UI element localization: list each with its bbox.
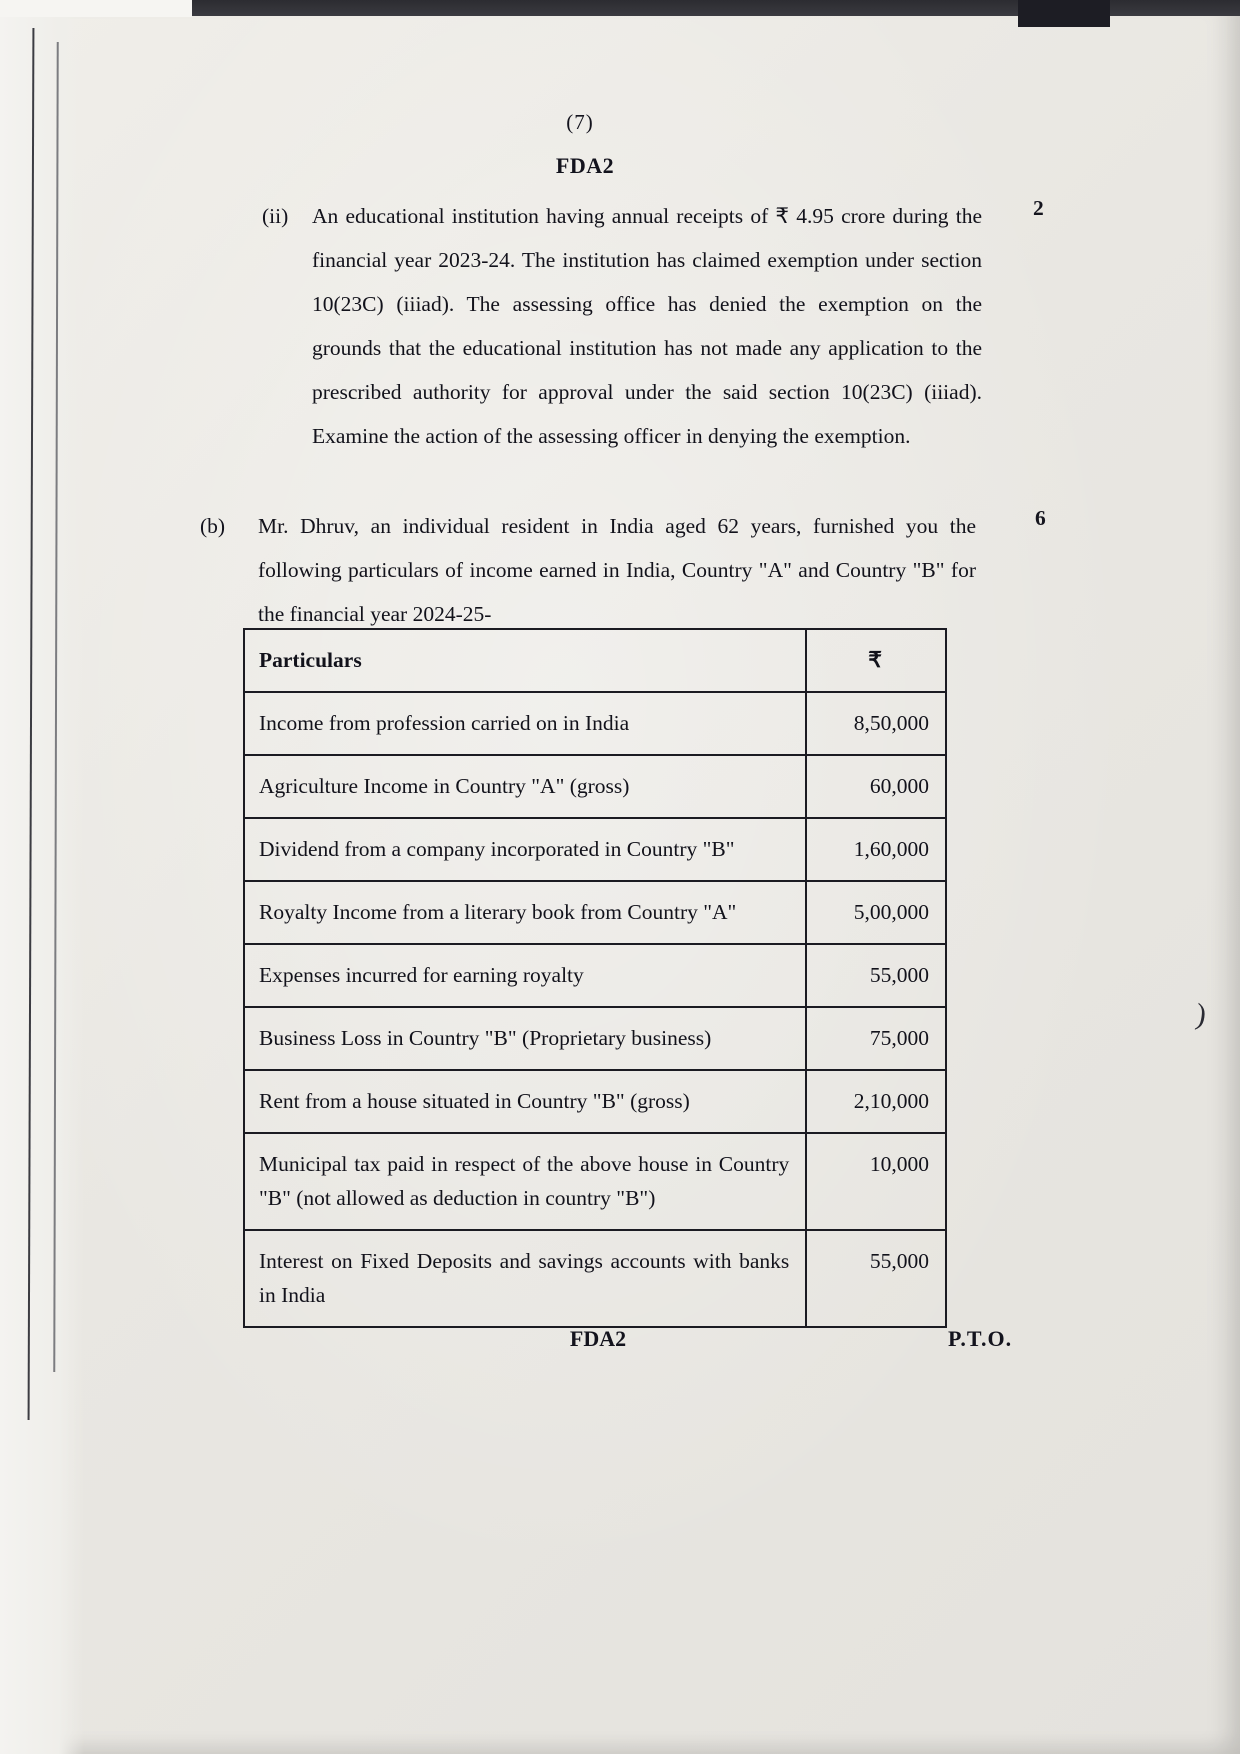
- cell-particulars: Income from profession carried on in India: [244, 692, 806, 755]
- cell-particulars: Interest on Fixed Deposits and savings accounts with banks in India: [244, 1230, 806, 1327]
- table-row: [244, 755, 946, 818]
- income-particulars-table: [243, 628, 947, 1328]
- paper-code-footer: FDA2: [569, 1326, 627, 1351]
- table-row: [244, 1007, 946, 1070]
- stray-pen-mark: ): [1193, 997, 1209, 1032]
- table-row: [244, 1230, 946, 1327]
- question-b-marks: 6: [1035, 506, 1046, 530]
- cell-amount: 55,000: [806, 1230, 946, 1327]
- question-ii-marks: 2: [1033, 196, 1044, 220]
- cell-particulars: Agriculture Income in Country "A" (gross): [244, 755, 806, 818]
- question-b: [200, 504, 976, 636]
- scan-top-corner-mark: [1018, 0, 1110, 27]
- cell-particulars: Municipal tax paid in respect of the above house in Country "B" (not allowed as deduction in country "B"): [244, 1133, 806, 1230]
- cell-amount: 10,000: [806, 1133, 946, 1230]
- scan-top-edge-light: [0, 0, 192, 17]
- table-header-row: [244, 629, 946, 692]
- question-b-label: (b): [200, 514, 226, 538]
- table-row: [244, 692, 946, 755]
- cell-amount: 75,000: [806, 1007, 946, 1070]
- table-row: [244, 881, 946, 944]
- table-row: [244, 1133, 946, 1230]
- cell-amount: 2,10,000: [806, 1070, 946, 1133]
- page-left-margin: [0, 17, 84, 1754]
- cell-particulars: Royalty Income from a literary book from Country "A": [244, 881, 806, 944]
- cell-amount: 60,000: [806, 755, 946, 818]
- table-row: [244, 818, 946, 881]
- cell-amount: 55,000: [806, 944, 946, 1007]
- cell-particulars: Rent from a house situated in Country "B" (gross): [244, 1070, 806, 1133]
- cell-amount: 8,50,000: [806, 692, 946, 755]
- question-b-text: Mr. Dhruv, an individual resident in India aged 62 years, furnished you the following particulars of income earned in India, Country "A" and Country "B" for the financial year 2024-25-: [258, 514, 976, 626]
- question-ii-text: An educational institution having annual receipts of ₹ 4.95 crore during the financial year 2023-24. The institution has claimed exemption under section 10(23C) (iiiad). The assessing office has denied the exemption on the grounds that the educational institution has not made any application to the prescribed authority for approval under the said section 10(23C) (iiiad). Examine the action of the assessing officer in denying the exemption.: [312, 204, 982, 448]
- cell-amount: 1,60,000: [806, 818, 946, 881]
- question-ii-label: (ii): [262, 204, 289, 228]
- page-number: (7): [566, 110, 594, 134]
- cell-amount: 5,00,000: [806, 881, 946, 944]
- table-row: [244, 1070, 946, 1133]
- cell-particulars: Business Loss in Country "B" (Proprietary business): [244, 1007, 806, 1070]
- question-ii: [262, 194, 982, 458]
- table-header-particulars: Particulars: [244, 629, 806, 692]
- cell-particulars: Expenses incurred for earning royalty: [244, 944, 806, 1007]
- paper-code-header: FDA2: [555, 153, 615, 178]
- cell-particulars: Dividend from a company incorporated in Country "B": [244, 818, 806, 881]
- pto-label: P.T.O.: [948, 1326, 1013, 1351]
- table-row: [244, 944, 946, 1007]
- table-header-amount: ₹: [806, 629, 946, 692]
